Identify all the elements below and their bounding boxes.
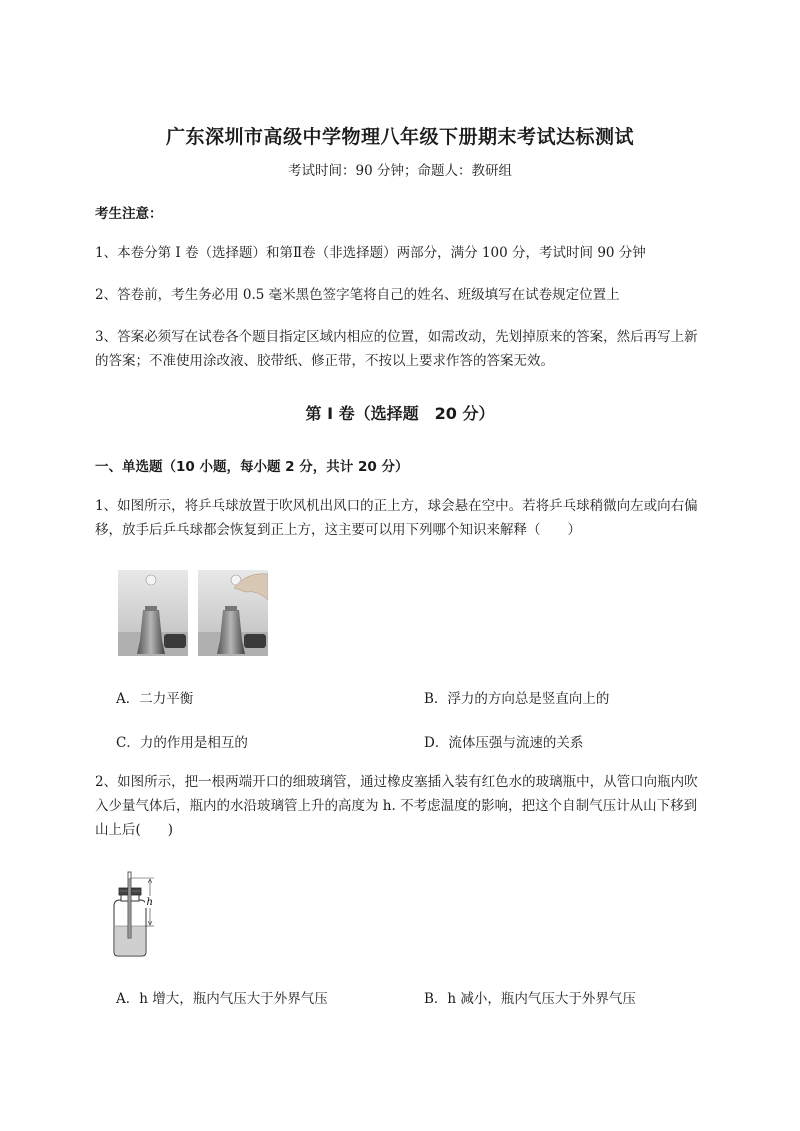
height-label: h <box>146 897 153 908</box>
question-group-title: 一、单选题（10 小题，每小题 2 分，共计 20 分） <box>95 459 409 475</box>
hair-dryer-ball-photo <box>118 570 268 656</box>
question-1-option-b[interactable]: B．浮力的方向总是竖直向上的 <box>424 691 610 707</box>
question-2-option-a[interactable]: A．h 增大，瓶内气压大于外界气压 <box>116 991 328 1007</box>
question-1-option-d[interactable]: D．流体压强与流速的关系 <box>424 735 584 751</box>
notice-heading: 考生注意： <box>95 206 163 222</box>
question-1-figure <box>118 570 268 660</box>
homemade-barometer-diagram <box>108 870 164 960</box>
question-2-option-b[interactable]: B．h 减小，瓶内气压大于外界气压 <box>424 991 636 1007</box>
question-2-stem: 2、如图所示，把一根两端开口的细玻璃管，通过橡皮塞插入装有红色水的玻璃瓶中，从管口向瓶内吹入少量气体后，瓶内的水沿玻璃管上升的高度为 h. 不考虑温度的影响，把这个自制气压计从山下移到山上后( ) <box>95 774 698 838</box>
notice-item-2: 2、答卷前，考生务必用 0.5 毫米黑色签字笔将自己的姓名、班级填写在试卷规定位置上 <box>95 287 620 303</box>
question-1-option-a[interactable]: A．二力平衡 <box>116 691 194 707</box>
question-1-stem: 1、如图所示，将乒乓球放置于吹风机出风口的正上方，球会悬在空中。若将乒乓球稍微向左或向右偏移，放手后乒乓球都会恢复到正上方，这主要可以用下列哪个知识来解释（ ） <box>95 498 698 538</box>
notice-item-1: 1、本卷分第 I 卷（选择题）和第Ⅱ卷（非选择题）两部分，满分 100 分，考试时间 90 分钟 <box>95 245 646 261</box>
page-title: 广东深圳市高级中学物理八年级下册期末考试达标测试 <box>165 126 634 148</box>
section-title: 第 I 卷（选择题 20 分） <box>305 404 495 423</box>
notice-item-3: 3、答案必须写在试卷各个题目指定区域内相应的位置，如需改动，先划掉原来的答案，然后再写上新的答案；不准使用涂改液、胶带纸、修正带，不按以上要求作答的答案无效。 <box>95 329 698 369</box>
question-2-figure <box>108 870 164 964</box>
exam-info: 考试时间：90 分钟；命题人：教研组 <box>288 163 512 179</box>
question-1-option-c[interactable]: C．力的作用是相互的 <box>116 735 248 751</box>
